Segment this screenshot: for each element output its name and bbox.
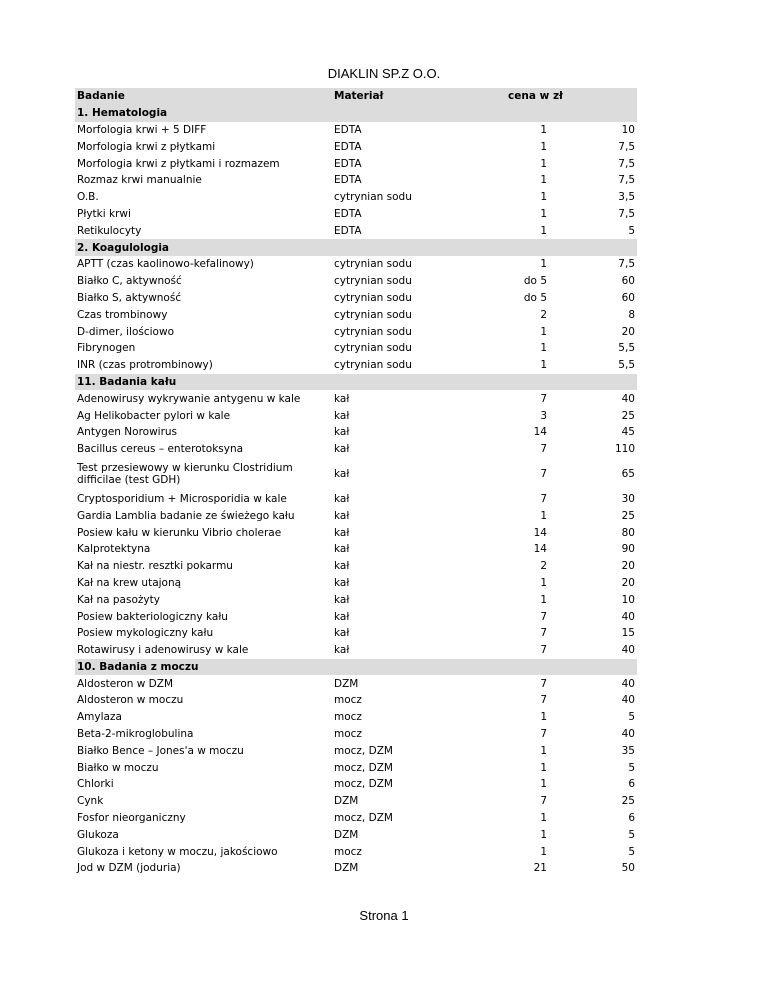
price-cell: 5 <box>628 711 635 724</box>
days-cell: 1 <box>540 711 547 724</box>
test-name-cell: Glukoza i ketony w moczu, jakościowo <box>77 845 278 858</box>
page-footer: Strona 1 <box>359 908 409 923</box>
test-name-cell: Morfologia krwi z płytkami i rozmazem <box>77 157 280 170</box>
test-name-cell: Adenowirusy wykrywanie antygenu w kale <box>77 392 301 405</box>
header-material: Materiał <box>332 88 432 105</box>
material-cell: EDTA <box>334 224 362 237</box>
table-row <box>75 524 637 541</box>
table-row <box>75 776 637 793</box>
days-cell: 1 <box>540 812 547 825</box>
test-name-cell: Posiew bakteriologiczny kału <box>77 610 228 623</box>
test-name-cell: Płytki krwi <box>77 207 131 220</box>
table-row <box>75 709 637 726</box>
days-cell: 1 <box>540 207 547 220</box>
table-row <box>75 390 637 407</box>
price-cell: 3,5 <box>618 191 635 204</box>
material-cell: kał <box>334 443 350 456</box>
price-table <box>75 88 637 877</box>
test-name-cell: Fosfor nieorganiczny <box>77 812 186 825</box>
table-row <box>75 155 637 172</box>
test-name-cell: Amylaza <box>77 711 122 724</box>
test-name-cell: Białko Bence – Jones'a w moczu <box>77 744 244 757</box>
price-cell: 5,5 <box>618 359 635 372</box>
price-cell: 40 <box>621 728 635 741</box>
days-cell: 1 <box>540 845 547 858</box>
material-cell: kał <box>334 426 350 439</box>
material-cell: mocz, DZM <box>334 761 393 774</box>
material-cell: mocz <box>334 728 362 741</box>
material-cell: mocz, DZM <box>334 812 393 825</box>
table-row <box>75 810 637 827</box>
test-name-cell: Bacillus cereus – enterotoksyna <box>77 443 244 456</box>
price-cell: 65 <box>621 468 635 481</box>
material-cell: cytrynian sodu <box>334 342 412 355</box>
days-cell: 1 <box>540 509 547 522</box>
price-cell: 90 <box>621 543 635 556</box>
test-name-cell: Antygen Norowirus <box>77 426 178 439</box>
days-cell: 7 <box>540 627 547 640</box>
section-filler-cell <box>432 105 549 122</box>
section-filler-cell <box>332 105 432 122</box>
days-cell: 7 <box>540 392 547 405</box>
price-cell: 40 <box>621 677 635 690</box>
table-row <box>75 843 637 860</box>
material-cell: kał <box>334 509 350 522</box>
section-filler-cell <box>549 239 637 256</box>
test-name-cell: Aldosteron w moczu <box>77 694 184 707</box>
test-name-cell: Białko w moczu <box>77 761 159 774</box>
table-row <box>75 323 637 340</box>
days-cell: 1 <box>540 828 547 841</box>
price-cell: 25 <box>621 409 635 422</box>
test-name-cell: Test przesiewowy w kierunku Clostridium difficilae (test GDH) <box>77 462 293 487</box>
price-cell: 40 <box>621 392 635 405</box>
days-cell: 7 <box>540 492 547 505</box>
price-cell: 15 <box>621 627 635 640</box>
section-title: 1. Hematologia <box>75 105 332 122</box>
material-cell: DZM <box>334 828 359 841</box>
price-cell: 40 <box>621 694 635 707</box>
material-cell: mocz <box>334 845 362 858</box>
material-cell: kał <box>334 576 350 589</box>
section-header-row <box>75 659 637 676</box>
days-cell: 1 <box>540 123 547 136</box>
material-cell: mocz, DZM <box>334 778 393 791</box>
price-cell: 40 <box>621 644 635 657</box>
material-cell: mocz <box>334 711 362 724</box>
table-row <box>75 189 637 206</box>
material-cell: kał <box>334 610 350 623</box>
material-cell: DZM <box>334 862 359 875</box>
test-name-cell: Glukoza <box>77 828 119 841</box>
price-cell: 45 <box>621 426 635 439</box>
price-cell: 50 <box>621 862 635 875</box>
price-cell: 7,5 <box>618 258 635 271</box>
days-cell: 1 <box>540 258 547 271</box>
price-cell: 7,5 <box>618 157 635 170</box>
material-cell: mocz <box>334 694 362 707</box>
test-name-cell: Posiew kału w kierunku Vibrio cholerae <box>77 526 282 539</box>
price-cell: 20 <box>621 560 635 573</box>
material-cell: cytrynian sodu <box>334 191 412 204</box>
price-cell: 7,5 <box>618 207 635 220</box>
table-row <box>75 424 637 441</box>
material-cell: kał <box>334 409 350 422</box>
section-filler-cell <box>549 374 637 391</box>
test-name-cell: INR (czas protrombinowy) <box>77 359 213 372</box>
days-cell: 1 <box>540 576 547 589</box>
price-cell: 80 <box>621 526 635 539</box>
table-row <box>75 273 637 290</box>
table-row <box>75 642 637 659</box>
days-cell: do 5 <box>523 275 547 288</box>
table-row <box>75 591 637 608</box>
table-row <box>75 826 637 843</box>
price-cell: 110 <box>614 443 635 456</box>
material-cell: cytrynian sodu <box>334 291 412 304</box>
price-cell: 5 <box>628 224 635 237</box>
days-cell: 1 <box>540 224 547 237</box>
table-row <box>75 122 637 139</box>
table-header-row <box>75 88 637 105</box>
days-cell: 7 <box>540 728 547 741</box>
material-cell: EDTA <box>334 140 362 153</box>
test-name-cell: O.B. <box>77 191 99 204</box>
section-filler-cell <box>332 239 432 256</box>
days-cell: 2 <box>540 308 547 321</box>
material-cell: EDTA <box>334 157 362 170</box>
days-cell: 1 <box>540 744 547 757</box>
test-name-cell: Fibrynogen <box>77 342 136 355</box>
price-cell: 7,5 <box>618 140 635 153</box>
table-row <box>75 290 637 307</box>
material-cell: cytrynian sodu <box>334 325 412 338</box>
days-cell: do 5 <box>523 291 547 304</box>
test-name-cell: Białko S, aktywność <box>77 291 182 304</box>
test-name-cell: Jod w DZM (joduria) <box>77 862 181 875</box>
header-price: cena w zł <box>432 88 637 105</box>
section-header-row <box>75 374 637 391</box>
price-cell: 25 <box>621 795 635 808</box>
days-cell: 14 <box>533 426 547 439</box>
price-cell: 10 <box>621 123 635 136</box>
material-cell: kał <box>334 392 350 405</box>
header-name: Badanie <box>75 88 332 105</box>
section-header-row <box>75 239 637 256</box>
table-row <box>75 692 637 709</box>
days-cell: 2 <box>540 560 547 573</box>
price-cell: 7,5 <box>618 174 635 187</box>
test-name-cell: Ag Helikobacter pylori w kale <box>77 409 231 422</box>
table-row <box>75 558 637 575</box>
material-cell: kał <box>334 526 350 539</box>
price-cell: 35 <box>621 744 635 757</box>
test-name-cell: Morfologia krwi z płytkami <box>77 140 216 153</box>
price-cell: 5 <box>628 845 635 858</box>
section-filler-cell <box>432 659 549 676</box>
days-cell: 21 <box>533 862 547 875</box>
test-name-cell: Gardia Lamblia badanie ze świeżego kału <box>77 509 295 522</box>
section-header-row <box>75 105 637 122</box>
test-name-cell: Morfologia krwi + 5 DIFF <box>77 123 207 136</box>
price-cell: 5 <box>628 761 635 774</box>
material-cell: kał <box>334 468 350 481</box>
table-row <box>75 608 637 625</box>
test-name-cell: Aldosteron w DZM <box>77 677 174 690</box>
price-cell: 6 <box>628 778 635 791</box>
table-row <box>75 541 637 558</box>
test-name-cell: Kał na pasożyty <box>77 593 160 606</box>
days-cell: 7 <box>540 443 547 456</box>
price-cell: 8 <box>628 308 635 321</box>
material-cell: cytrynian sodu <box>334 359 412 372</box>
table-row <box>75 206 637 223</box>
table-row <box>75 407 637 424</box>
table-row <box>75 138 637 155</box>
days-cell: 1 <box>540 342 547 355</box>
section-filler-cell <box>549 659 637 676</box>
test-name-cell: Kalprotektyna <box>77 543 151 556</box>
test-name-cell: Czas trombinowy <box>77 308 168 321</box>
price-cell: 30 <box>621 492 635 505</box>
days-cell: 7 <box>540 795 547 808</box>
section-filler-cell <box>332 659 432 676</box>
price-cell: 60 <box>621 275 635 288</box>
test-name-cell: Kał na niestr. resztki pokarmu <box>77 560 233 573</box>
material-cell: DZM <box>334 795 359 808</box>
test-name-cell: Cryptosporidium + Microsporidia w kale <box>77 492 287 505</box>
table-row <box>75 860 637 877</box>
table-row <box>75 759 637 776</box>
table-row <box>75 575 637 592</box>
section-filler-cell <box>332 374 432 391</box>
material-cell: EDTA <box>334 174 362 187</box>
section-title: 11. Badania kału <box>75 374 332 391</box>
material-cell: EDTA <box>334 123 362 136</box>
section-title: 2. Koagulologia <box>75 239 332 256</box>
material-cell: mocz, DZM <box>334 744 393 757</box>
test-name-cell: D-dimer, ilościowo <box>77 325 174 338</box>
table-row <box>75 357 637 374</box>
section-filler-cell <box>432 239 549 256</box>
days-cell: 14 <box>533 526 547 539</box>
days-cell: 1 <box>540 325 547 338</box>
days-cell: 1 <box>540 191 547 204</box>
price-cell: 20 <box>621 576 635 589</box>
material-cell: kał <box>334 593 350 606</box>
days-cell: 3 <box>540 409 547 422</box>
test-name-cell: APTT (czas kaolinowo-kefalinowy) <box>77 258 254 271</box>
days-cell: 14 <box>533 543 547 556</box>
days-cell: 7 <box>540 610 547 623</box>
table-row <box>75 491 637 508</box>
material-cell: kał <box>334 543 350 556</box>
test-name-cell: Chlorki <box>77 778 114 791</box>
table-row <box>75 172 637 189</box>
table-row <box>75 441 637 458</box>
days-cell: 7 <box>540 468 547 481</box>
table-row <box>75 625 637 642</box>
days-cell: 1 <box>540 593 547 606</box>
price-cell: 60 <box>621 291 635 304</box>
table-row <box>75 340 637 357</box>
test-name-cell: Retikulocyty <box>77 224 142 237</box>
price-cell: 5,5 <box>618 342 635 355</box>
table-row <box>75 256 637 273</box>
price-cell: 5 <box>628 828 635 841</box>
section-filler-cell <box>549 105 637 122</box>
section-filler-cell <box>432 374 549 391</box>
material-cell: DZM <box>334 677 359 690</box>
table-row <box>75 793 637 810</box>
section-title: 10. Badania z moczu <box>75 659 332 676</box>
table-row <box>75 507 637 524</box>
price-cell: 6 <box>628 812 635 825</box>
days-cell: 1 <box>540 359 547 372</box>
test-name-cell: Beta-2-mikroglobulina <box>77 728 194 741</box>
material-cell: cytrynian sodu <box>334 275 412 288</box>
material-cell: cytrynian sodu <box>334 258 412 271</box>
days-cell: 1 <box>540 157 547 170</box>
test-name-cell: Kał na krew utajoną <box>77 576 182 589</box>
days-cell: 1 <box>540 140 547 153</box>
material-cell: cytrynian sodu <box>334 308 412 321</box>
test-name-cell: Posiew mykologiczny kału <box>77 627 214 640</box>
material-cell: EDTA <box>334 207 362 220</box>
document-title: DIAKLIN SP.Z O.O. <box>327 66 441 81</box>
test-name-cell: Rozmaz krwi manualnie <box>77 174 202 187</box>
table-row <box>75 742 637 759</box>
days-cell: 7 <box>540 644 547 657</box>
test-name-cell: Cynk <box>77 795 104 808</box>
price-cell: 10 <box>621 593 635 606</box>
days-cell: 7 <box>540 677 547 690</box>
table-row <box>75 726 637 743</box>
table-row <box>75 306 637 323</box>
days-cell: 1 <box>540 761 547 774</box>
test-name-cell: Białko C, aktywność <box>77 275 182 288</box>
material-cell: kał <box>334 644 350 657</box>
days-cell: 1 <box>540 778 547 791</box>
days-cell: 7 <box>540 694 547 707</box>
table-row <box>75 675 637 692</box>
table-row <box>75 458 637 491</box>
material-cell: kał <box>334 492 350 505</box>
material-cell: kał <box>334 560 350 573</box>
days-cell: 1 <box>540 174 547 187</box>
price-cell: 25 <box>621 509 635 522</box>
price-cell: 40 <box>621 610 635 623</box>
test-name-cell: Rotawirusy i adenowirusy w kale <box>77 644 249 657</box>
price-cell: 20 <box>621 325 635 338</box>
table-row <box>75 222 637 239</box>
material-cell: kał <box>334 627 350 640</box>
